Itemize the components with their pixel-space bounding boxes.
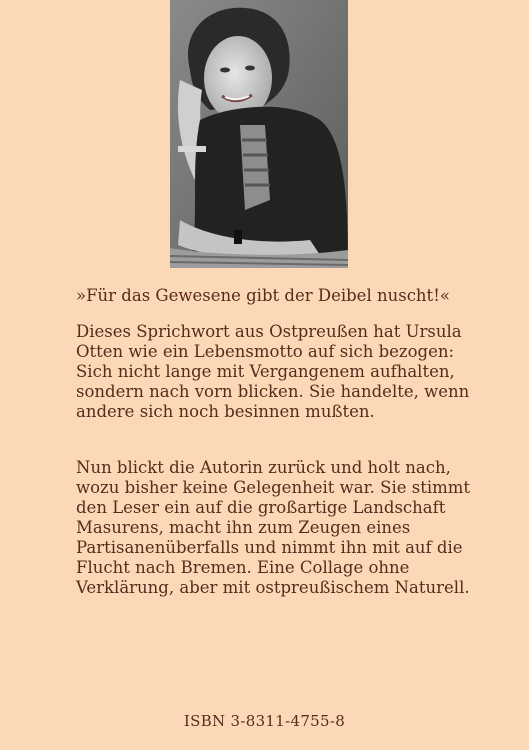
description-paragraph-2: Nun blickt die Autorin zurück und holt nach, wozu bisher keine Gelegenheit war. Sie stimmt den Leser ein auf die großartige Landschaft Masurens, macht ihn zum Zeugen eines Partisanenüberfalls und nimmt ihn mit auf die Flucht nach Bremen. Eine Collage ohne Verklärung, aber mit ostpreußischem Naturell. bbox=[76, 458, 471, 597]
book-quote: »Für das Gewesene gibt der Deibel nuscht!« bbox=[76, 286, 450, 305]
description-paragraph-1: Dieses Sprichwort aus Ostpreußen hat Ursula Otten wie ein Lebensmotto auf sich bezogen: Sich nicht lange mit Vergangenem aufhalten, sondern nach vorn blicken. Sie handelte, wenn andere sich noch besinnen mußten. bbox=[76, 322, 470, 421]
author-photo bbox=[170, 0, 348, 268]
isbn-number: ISBN 3-8311-4755-8 bbox=[183, 712, 346, 730]
author-portrait-image bbox=[170, 0, 348, 268]
